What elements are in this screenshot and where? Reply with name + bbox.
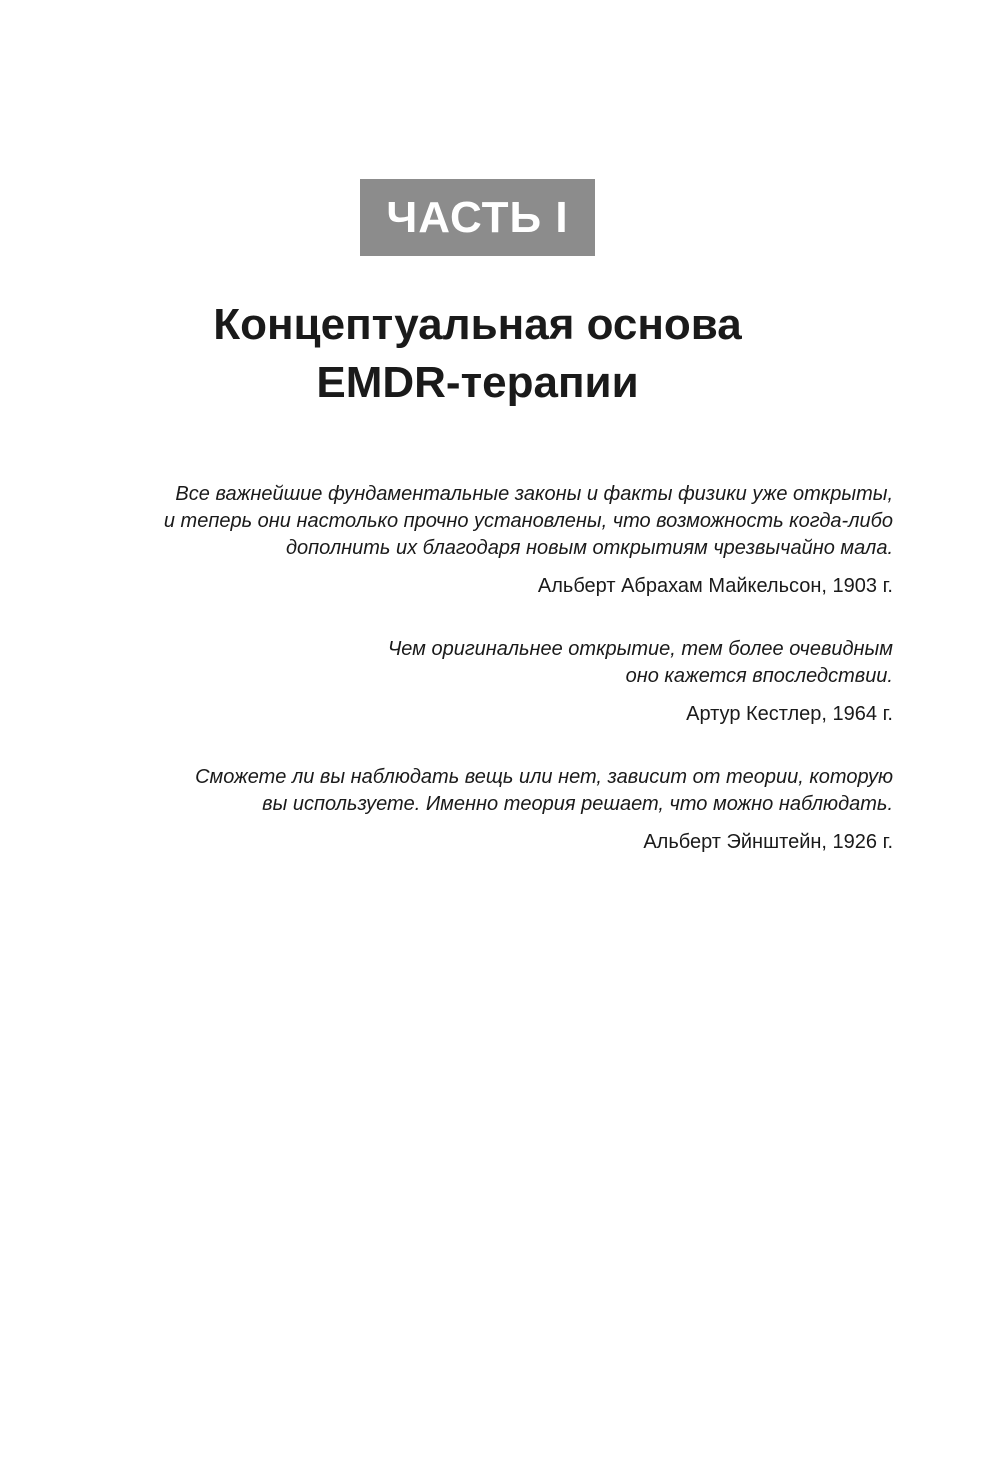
epigraph-quote [0,636,893,690]
epigraph [0,636,893,728]
epigraph-quote [0,481,893,562]
epigraph-quote-line: оно кажется впоследствии. [625,665,893,687]
epigraph-quote-line: Чем оригинальнее открытие, тем более очевидным [387,638,893,660]
epigraph-author: Альберт Эйнштейн, 1926 г. [643,831,893,853]
part-title-line: EMDR-терапии [316,358,639,407]
epigraphs [0,481,893,892]
epigraph-quote [0,764,893,818]
epigraph-quote-line: вы используете. Именно теория решает, что можно наблюдать. [262,793,893,815]
part-title [0,296,955,412]
epigraph [0,764,893,856]
epigraph-quote-line: Все важнейшие фундаментальные законы и факты физики уже открыты, [175,483,893,505]
epigraph-quote-line: Сможете ли вы наблюдать вещь или нет, зависит от теории, которую [195,766,893,788]
epigraph-quote-line: дополнить их благодаря новым открытиям чрезвычайно мала. [285,537,893,559]
epigraph-author: Альберт Абрахам Майкельсон, 1903 г. [537,575,893,597]
epigraph [0,481,893,600]
part-title-line: Концептуальная основа [213,300,742,349]
part-label: ЧАСТЬ I [386,192,569,242]
epigraph-author: Артур Кестлер, 1964 г. [686,703,893,725]
part-label-badge [360,179,595,256]
epigraph-quote-line: и теперь они настолько прочно установлены, что возможность когда-либо [163,510,893,532]
